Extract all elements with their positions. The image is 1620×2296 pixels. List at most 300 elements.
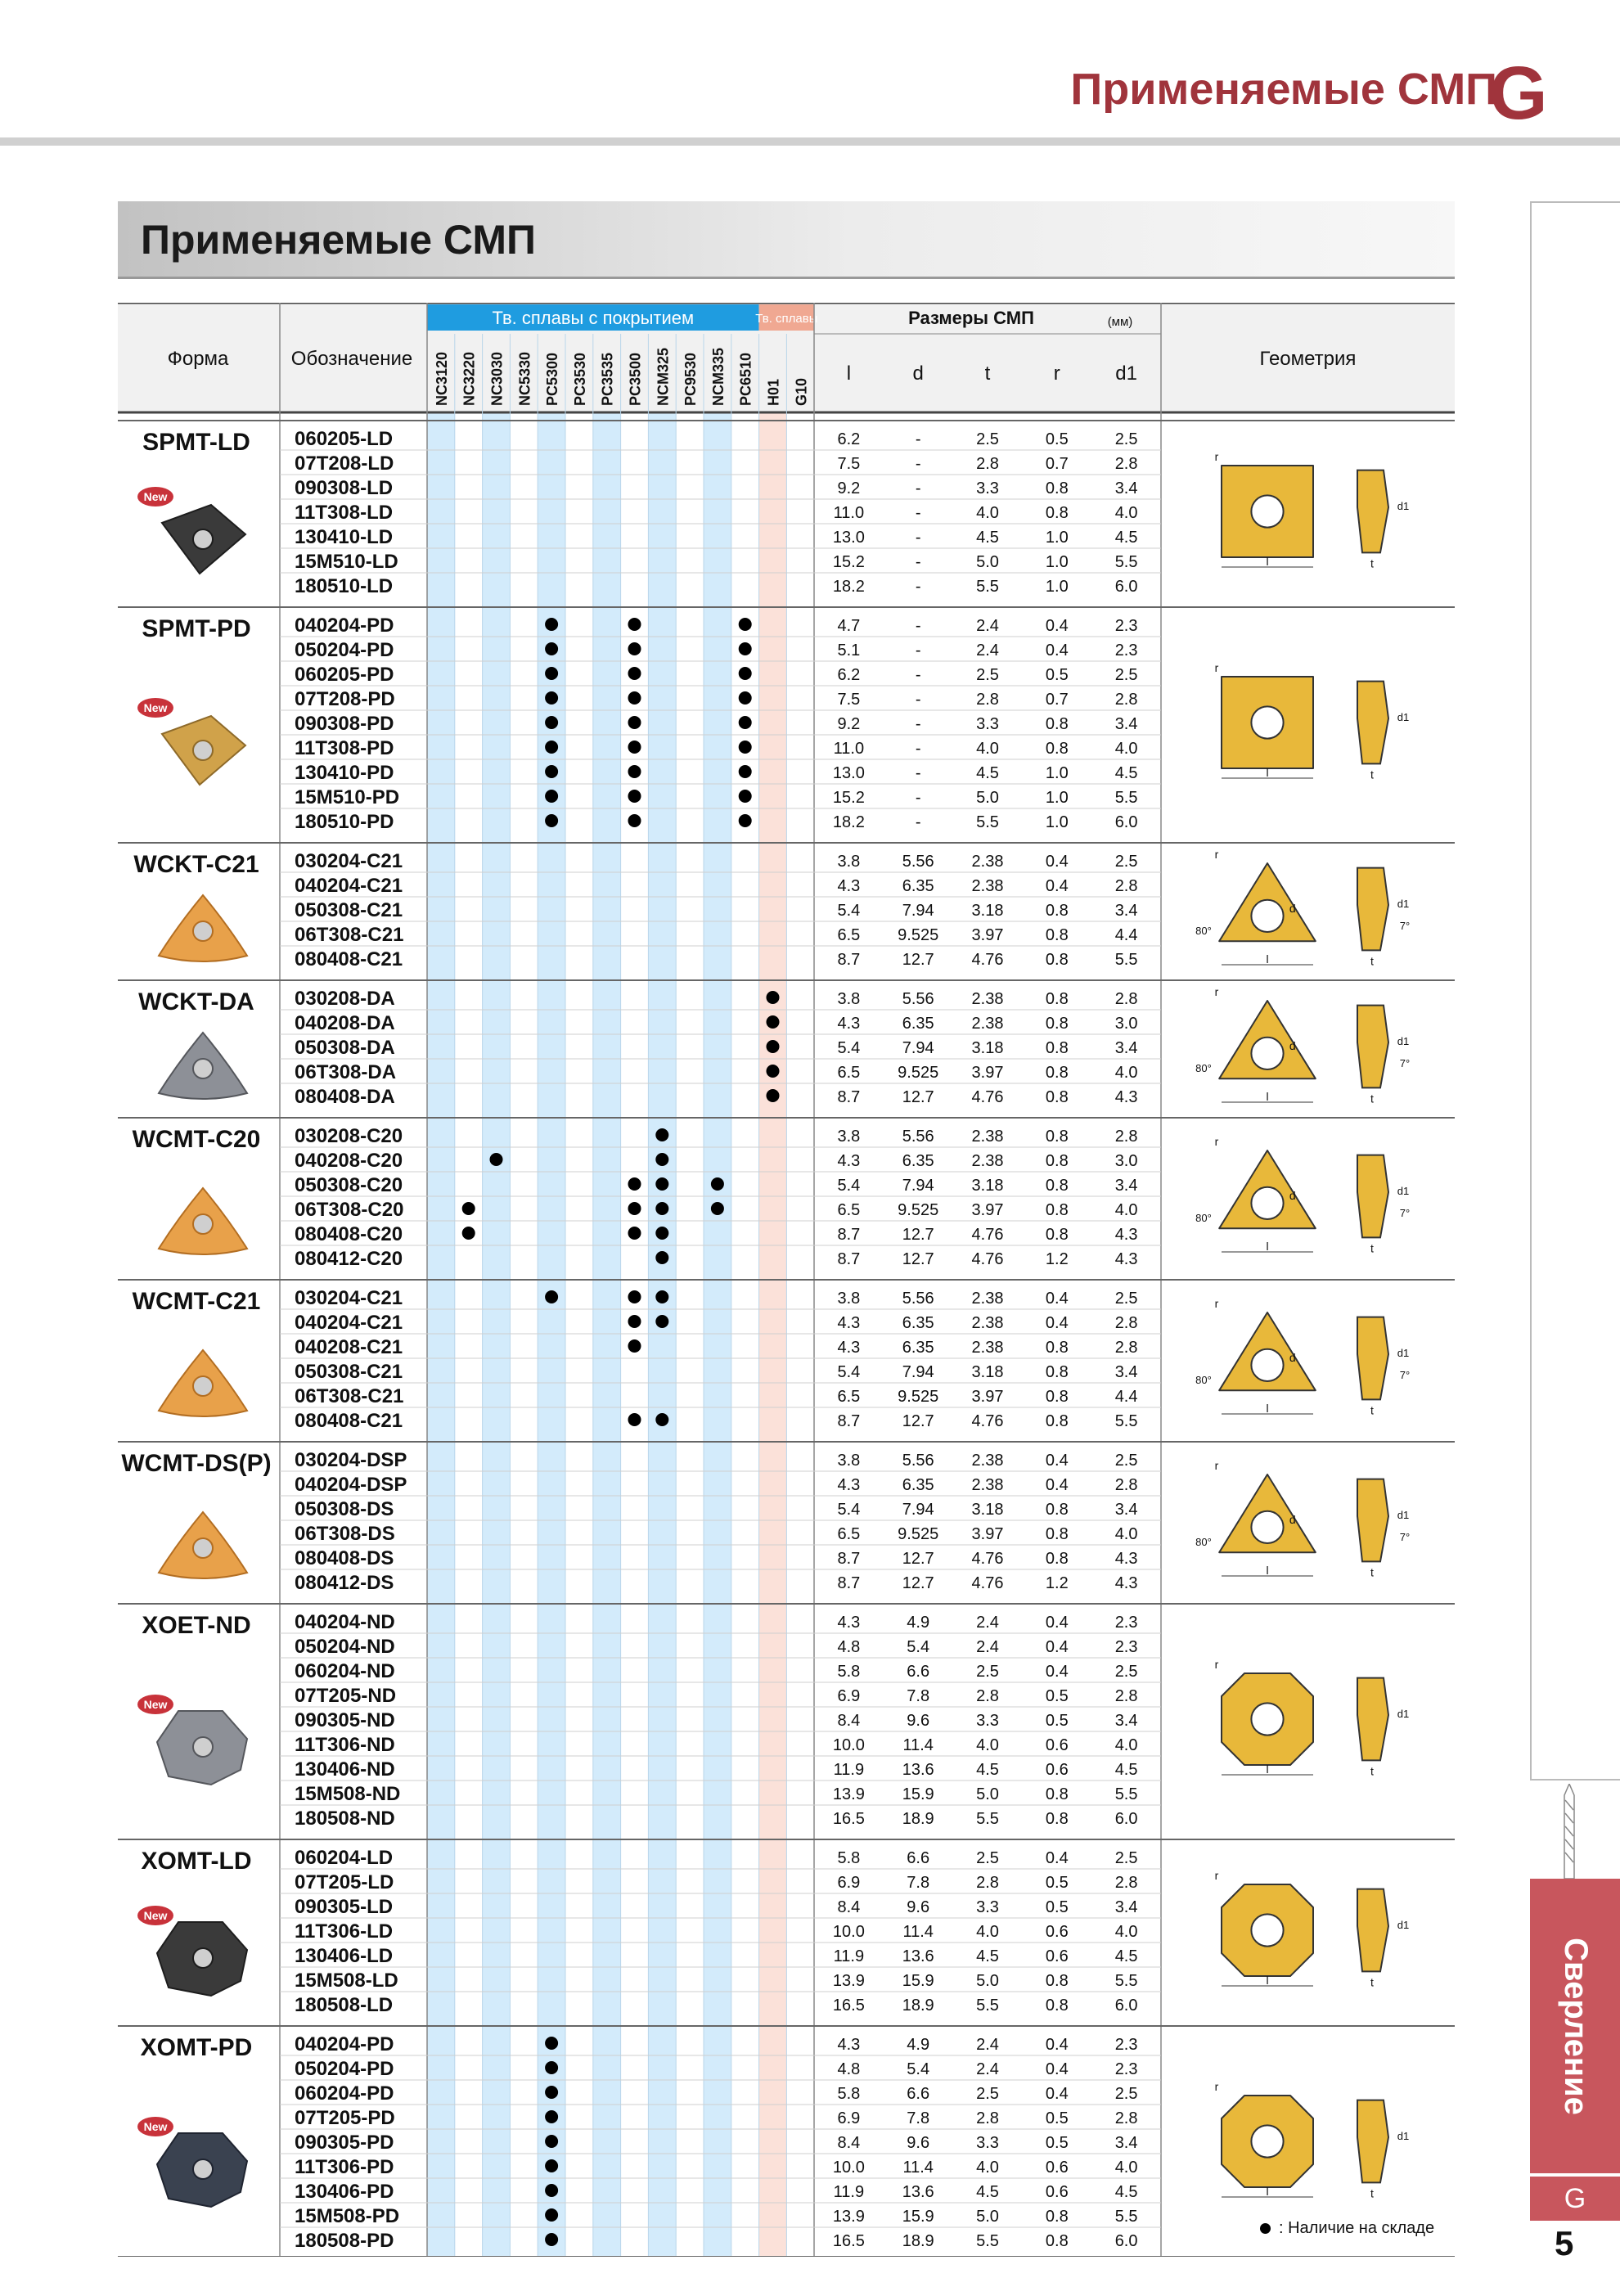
dim-value-d: 7.94 <box>902 1039 934 1057</box>
dim-value-d1: 3.4 <box>1114 715 1138 733</box>
dim-value-d: - <box>915 691 921 709</box>
dim-label-angle7: 7° <box>1399 1207 1411 1220</box>
dim-value-l: 7.5 <box>837 455 861 473</box>
geometry-hole <box>1251 495 1283 527</box>
dim-header-t: t <box>984 362 991 385</box>
dim-value-t: 4.0 <box>976 740 999 758</box>
dim-value-d1: 2.5 <box>1114 853 1138 871</box>
dim-value-r: 0.8 <box>1045 1550 1069 1568</box>
grade-header-pc9530: PC9530 <box>682 352 700 406</box>
insert-code: 130410-PD <box>295 762 394 784</box>
dim-value-d1: 6.0 <box>1114 813 1138 831</box>
insert-hole <box>193 921 213 941</box>
insert-code: 090308-PD <box>295 713 394 735</box>
grade-column-stripe <box>483 412 511 2257</box>
stock-dot-icon <box>628 1290 641 1303</box>
insert-code: 060204-PD <box>295 2082 394 2105</box>
dim-label-angle80: 80° <box>1195 1061 1212 1074</box>
stock-dot-icon <box>628 1177 641 1191</box>
dim-label-l: l <box>1266 1974 1269 1987</box>
stock-dot-icon <box>628 1227 641 1240</box>
dim-value-t: 4.0 <box>976 2159 999 2177</box>
dim-value-r: 0.8 <box>1045 1412 1069 1430</box>
dim-value-r: 0.8 <box>1045 1039 1069 1057</box>
insert-code: 090308-LD <box>295 477 394 499</box>
insert-type-label: XOMT-LD <box>141 1848 252 1875</box>
dim-value-t: 3.3 <box>976 479 999 497</box>
dim-value-l: 8.7 <box>837 1574 861 1592</box>
dim-value-t: 3.3 <box>976 715 999 733</box>
insert-photo-icon <box>137 487 245 574</box>
dim-value-d1: 2.8 <box>1114 877 1138 895</box>
grade-header-ncm325: NCM325 <box>655 347 672 406</box>
insert-code: 180508-LD <box>295 1994 394 2016</box>
dim-label-d1: d1 <box>1397 1035 1410 1047</box>
dim-label-d: d <box>1289 1189 1296 1202</box>
dim-value-d: 5.56 <box>902 853 934 871</box>
dim-header-r: r <box>1053 362 1060 385</box>
insert-code: 040204-C21 <box>295 1312 403 1334</box>
dim-value-t: 2.5 <box>976 1663 999 1681</box>
stock-dot-icon <box>545 741 558 754</box>
dim-value-r: 0.4 <box>1045 1452 1069 1470</box>
dim-value-d1: 2.8 <box>1114 455 1138 473</box>
insert-hole <box>193 1948 213 1968</box>
dim-value-t: 3.3 <box>976 2134 999 2152</box>
table-svg <box>118 303 1455 2257</box>
dim-value-d1: 3.0 <box>1114 1152 1138 1170</box>
dim-value-l: 13.0 <box>832 764 865 782</box>
dim-value-l: 5.4 <box>837 902 861 920</box>
coated-group-header: Тв. сплавы с покрытием <box>492 308 695 328</box>
dim-value-l: 6.2 <box>837 666 861 684</box>
insert-code: 11T306-LD <box>295 1920 394 1943</box>
dim-label-r: r <box>1214 1459 1219 1472</box>
dim-value-d1: 2.5 <box>1114 1290 1138 1308</box>
dim-value-d: 5.56 <box>902 1290 934 1308</box>
insert-photo-icon <box>137 1695 247 1785</box>
geometry-side-view <box>1357 470 1388 553</box>
dim-value-d1: 4.3 <box>1114 1088 1138 1106</box>
insert-code: 090305-PD <box>295 2132 394 2154</box>
dim-value-d: 6.35 <box>902 1476 934 1494</box>
dim-value-l: 5.8 <box>837 1663 861 1681</box>
dim-value-d: 15.9 <box>902 2208 934 2226</box>
insert-code: 07T205-PD <box>295 2107 395 2129</box>
stock-dot-icon <box>655 1413 668 1426</box>
dim-value-t: 2.4 <box>976 2036 999 2054</box>
dim-label-d: d <box>1289 1039 1296 1052</box>
dim-value-d1: 2.8 <box>1114 1687 1138 1705</box>
dim-value-d: - <box>915 666 921 684</box>
dims-unit-label: (мм) <box>1107 315 1133 329</box>
stock-dot-icon <box>545 691 558 705</box>
insert-code: 130406-ND <box>295 1758 395 1781</box>
geometry-drawing-icon <box>1215 1658 1410 1777</box>
insert-code: 030204-C21 <box>295 850 403 872</box>
dim-value-t: 2.38 <box>971 1476 1004 1494</box>
dim-value-d1: 5.5 <box>1114 1785 1138 1803</box>
dim-value-d1: 4.5 <box>1114 1761 1138 1779</box>
dim-value-d: 7.94 <box>902 902 934 920</box>
dim-value-l: 8.7 <box>837 1226 861 1244</box>
dim-value-d1: 5.5 <box>1114 951 1138 969</box>
dim-label-r: r <box>1214 661 1219 674</box>
stock-dot-icon <box>628 1202 641 1215</box>
dim-value-l: 18.2 <box>832 813 865 831</box>
dim-value-l: 10.0 <box>832 1923 865 1941</box>
dim-value-d: - <box>915 455 921 473</box>
dim-value-r: 0.4 <box>1045 2060 1069 2078</box>
insert-type-label: WCMT-C21 <box>132 1288 261 1315</box>
dim-value-t: 2.8 <box>976 691 999 709</box>
dim-value-t: 2.8 <box>976 1687 999 1705</box>
dim-value-d1: 3.4 <box>1114 1363 1138 1381</box>
dim-label-l: l <box>1266 555 1269 568</box>
dim-value-d: - <box>915 504 921 522</box>
dim-label-t: t <box>1370 954 1374 968</box>
dim-value-t: 4.76 <box>971 951 1004 969</box>
dim-value-l: 6.5 <box>837 1388 861 1406</box>
insert-code: 180510-LD <box>295 575 394 597</box>
dim-value-r: 0.5 <box>1045 666 1069 684</box>
insert-code: 06T308-C20 <box>295 1199 404 1221</box>
stock-dot-icon <box>628 716 641 729</box>
dim-label-d1: d1 <box>1397 2130 1410 2142</box>
dim-value-r: 0.8 <box>1045 1339 1069 1357</box>
insert-code: 090305-LD <box>295 1896 394 1918</box>
insert-code: 090305-ND <box>295 1709 395 1731</box>
dim-value-d1: 4.0 <box>1114 1201 1138 1219</box>
new-badge-text: New <box>143 1698 168 1711</box>
insert-code: 030208-C20 <box>295 1125 403 1147</box>
stock-dot-icon <box>628 1315 641 1328</box>
dim-value-d: 15.9 <box>902 1972 934 1990</box>
geometry-hole <box>1251 1349 1283 1381</box>
dim-label-angle7: 7° <box>1399 1057 1411 1070</box>
dim-value-d1: 2.8 <box>1114 2109 1138 2127</box>
dim-value-d: 18.9 <box>902 2232 934 2250</box>
dim-value-t: 2.8 <box>976 2109 999 2127</box>
stock-dot-icon <box>655 1227 668 1240</box>
dim-value-l: 8.7 <box>837 1550 861 1568</box>
grade-header-pc3530: PC3530 <box>571 352 588 406</box>
dim-value-r: 0.8 <box>1045 504 1069 522</box>
dim-value-r: 0.6 <box>1045 2159 1069 2177</box>
dim-value-d1: 2.5 <box>1114 2085 1138 2103</box>
dim-value-r: 1.0 <box>1045 764 1069 782</box>
dim-value-t: 5.0 <box>976 1785 999 1803</box>
insert-type-label: WCKT-C21 <box>133 851 259 878</box>
dim-value-l: 11.9 <box>833 1761 865 1779</box>
dim-value-d1: 2.5 <box>1114 666 1138 684</box>
dim-value-t: 3.97 <box>971 1388 1004 1406</box>
dim-value-d: 4.9 <box>907 2036 930 2054</box>
insert-code: 180508-PD <box>295 2230 394 2252</box>
dim-value-t: 5.0 <box>976 2208 999 2226</box>
dim-value-d: 9.525 <box>898 1388 939 1406</box>
insert-code: 060205-LD <box>295 428 394 450</box>
dim-value-t: 2.4 <box>976 642 999 660</box>
geometry-drawing-icon <box>1195 848 1410 967</box>
dim-value-t: 3.97 <box>971 926 1004 944</box>
insert-code: 050308-DS <box>295 1498 394 1520</box>
dims-group-header: Размеры СМП <box>908 308 1034 328</box>
column-header-code: Обозначение <box>290 348 413 370</box>
dim-value-d: 4.9 <box>907 1614 930 1632</box>
dim-value-d: 12.7 <box>902 951 934 969</box>
dim-label-d1: d1 <box>1397 898 1410 910</box>
dim-value-l: 10.0 <box>832 1736 865 1754</box>
dim-value-r: 1.0 <box>1045 789 1069 807</box>
insert-photo-icon <box>137 698 245 785</box>
dim-value-l: 4.3 <box>837 1614 861 1632</box>
insert-code: 07T205-LD <box>295 1871 394 1893</box>
insert-hole <box>193 529 213 549</box>
dim-value-d: - <box>915 617 921 635</box>
dim-label-angle80: 80° <box>1195 1211 1212 1224</box>
insert-code: 050308-C21 <box>295 899 403 921</box>
dim-value-r: 0.8 <box>1045 1064 1069 1082</box>
dim-value-t: 5.5 <box>976 2232 999 2250</box>
stock-dot-icon <box>545 2037 558 2050</box>
dim-value-d: 7.8 <box>907 1687 930 1705</box>
dim-value-d1: 5.5 <box>1114 1972 1138 1990</box>
stock-dot-icon <box>739 716 752 729</box>
dim-label-t: t <box>1370 2186 1374 2200</box>
insert-code: 030204-C21 <box>295 1287 403 1309</box>
dim-value-t: 5.5 <box>976 813 999 831</box>
insert-code: 030204-DSP <box>295 1449 407 1471</box>
dim-value-t: 4.76 <box>971 1574 1004 1592</box>
insert-code: 06T308-C21 <box>295 924 404 946</box>
side-tab[interactable] <box>1530 1879 1620 2173</box>
insert-hole <box>193 1214 213 1234</box>
stock-dot-icon <box>739 618 752 631</box>
dim-value-t: 3.18 <box>971 1363 1004 1381</box>
dim-value-d: 11.4 <box>902 2159 934 2177</box>
grade-column-stripe <box>593 412 621 2257</box>
dim-value-d1: 4.5 <box>1114 764 1138 782</box>
column-header-form: Форма <box>167 348 229 370</box>
dim-value-d1: 4.0 <box>1114 1064 1138 1082</box>
stock-dot-icon <box>628 765 641 778</box>
geometry-drawing-icon <box>1215 2080 1410 2199</box>
stock-dot-icon <box>655 1290 668 1303</box>
dim-value-d: - <box>915 740 921 758</box>
dim-value-l: 7.5 <box>837 691 861 709</box>
dim-label-t: t <box>1370 1241 1374 1255</box>
dim-value-r: 0.4 <box>1045 1476 1069 1494</box>
dim-value-d: 5.4 <box>907 1638 930 1656</box>
grade-column-stripe <box>427 412 455 2257</box>
insert-photo-icon <box>159 1512 247 1578</box>
dim-value-d: 6.35 <box>902 1314 934 1332</box>
dim-value-t: 3.97 <box>971 1525 1004 1543</box>
dim-value-d: - <box>915 479 921 497</box>
dim-label-r: r <box>1214 2080 1219 2093</box>
geometry-side-view <box>1357 1155 1388 1238</box>
stock-dot-icon <box>655 1202 668 1215</box>
dim-value-l: 4.3 <box>837 1152 861 1170</box>
dim-value-d: 12.7 <box>902 1412 934 1430</box>
new-badge-text: New <box>143 701 168 714</box>
page-header-title: Применяемые СМП <box>1070 65 1497 114</box>
dim-value-t: 3.18 <box>971 902 1004 920</box>
insert-code: 130410-LD <box>295 526 394 548</box>
stock-dot-icon <box>655 1128 668 1141</box>
dim-value-l: 5.8 <box>837 2085 861 2103</box>
dim-value-t: 2.38 <box>971 1452 1004 1470</box>
dim-value-d1: 6.0 <box>1114 2232 1138 2250</box>
stock-dot-icon <box>711 1202 724 1215</box>
stock-dot-icon <box>739 642 752 655</box>
dim-value-r: 0.4 <box>1045 1614 1069 1632</box>
dim-value-l: 6.5 <box>837 1525 861 1543</box>
dim-value-r: 0.8 <box>1045 990 1069 1008</box>
geometry-drawing-icon <box>1215 1869 1410 1988</box>
insert-type-label: WCMT-C20 <box>132 1126 261 1153</box>
uncoated-group-header: Тв. сплавы <box>755 312 818 326</box>
dim-value-t: 2.5 <box>976 666 999 684</box>
dim-value-d: 11.4 <box>902 1736 934 1754</box>
dim-value-t: 4.5 <box>976 2183 999 2201</box>
dim-value-l: 5.8 <box>837 1849 861 1867</box>
dim-label-angle7: 7° <box>1399 1369 1411 1382</box>
dim-value-d1: 2.3 <box>1114 1614 1138 1632</box>
insert-code: 040208-DA <box>295 1012 395 1034</box>
dim-label-l: l <box>1266 1763 1269 1776</box>
dim-value-r: 0.8 <box>1045 479 1069 497</box>
dim-value-d1: 4.3 <box>1114 1226 1138 1244</box>
stock-dot-icon <box>739 691 752 705</box>
dim-value-t: 5.0 <box>976 553 999 571</box>
new-badge-text: New <box>143 490 168 503</box>
dim-value-d1: 3.4 <box>1114 902 1138 920</box>
side-tab-frame <box>1530 201 1620 1781</box>
insert-code: 040204-ND <box>295 1611 395 1633</box>
insert-code: 080408-C21 <box>295 948 403 970</box>
geometry-drawing-icon <box>1195 1135 1410 1254</box>
dim-value-t: 3.18 <box>971 1501 1004 1519</box>
stock-dot-icon <box>655 1153 668 1166</box>
dim-value-l: 8.7 <box>837 951 861 969</box>
insert-code: 11T308-LD <box>295 502 394 524</box>
dim-value-r: 1.2 <box>1045 1574 1069 1592</box>
dim-value-d1: 6.0 <box>1114 578 1138 596</box>
dim-label-l: l <box>1266 1090 1269 1103</box>
dim-value-t: 2.38 <box>971 1015 1004 1033</box>
dim-label-d1: d1 <box>1397 1708 1410 1720</box>
dim-value-r: 0.8 <box>1045 1525 1069 1543</box>
grade-column-stripe <box>538 412 565 2257</box>
grade-column-stripe <box>759 412 787 2257</box>
dim-value-d: 12.7 <box>902 1088 934 1106</box>
stock-dot-icon <box>1260 2223 1271 2234</box>
insert-code: 15M508-LD <box>295 1970 398 1992</box>
stock-dot-icon <box>545 716 558 729</box>
dim-label-angle7: 7° <box>1399 1531 1411 1544</box>
dim-value-t: 4.76 <box>971 1088 1004 1106</box>
dim-value-l: 4.3 <box>837 2036 861 2054</box>
dim-value-l: 4.3 <box>837 877 861 895</box>
dim-value-d: 12.7 <box>902 1226 934 1244</box>
insert-photo-icon <box>159 1033 247 1099</box>
dim-value-d1: 3.4 <box>1114 1501 1138 1519</box>
dim-value-r: 0.5 <box>1045 2134 1069 2152</box>
dim-label-t: t <box>1370 1403 1374 1417</box>
stock-dot-icon <box>767 1089 780 1102</box>
insert-code: 07T208-LD <box>295 452 394 475</box>
dim-value-l: 8.7 <box>837 1250 861 1268</box>
dim-value-r: 0.6 <box>1045 2183 1069 2201</box>
dim-value-d: 6.35 <box>902 1152 934 1170</box>
dim-value-t: 3.97 <box>971 1064 1004 1082</box>
stock-dot-icon <box>545 2208 558 2222</box>
stock-dot-icon <box>628 667 641 680</box>
dim-value-d: 6.35 <box>902 877 934 895</box>
dim-label-d: d <box>1289 1513 1296 1526</box>
dim-label-d1: d1 <box>1397 1919 1410 1931</box>
dim-value-d1: 5.5 <box>1114 789 1138 807</box>
insert-code: 040208-C21 <box>295 1336 403 1358</box>
dim-value-l: 8.4 <box>837 1898 861 1916</box>
dim-value-d1: 4.3 <box>1114 1250 1138 1268</box>
dim-value-r: 0.8 <box>1045 1388 1069 1406</box>
geometry-hole <box>1251 1703 1283 1735</box>
grade-header-ncm335: NCM335 <box>709 347 727 406</box>
geometry-hole <box>1251 1914 1283 1946</box>
dim-value-r: 0.8 <box>1045 1501 1069 1519</box>
geometry-drawing-icon <box>1215 450 1410 569</box>
insert-code: 07T205-ND <box>295 1685 397 1707</box>
stock-dot-icon <box>767 1065 780 1078</box>
dim-value-l: 5.4 <box>837 1501 861 1519</box>
dim-value-d: - <box>915 642 921 660</box>
dim-value-l: 6.5 <box>837 926 861 944</box>
dim-value-d1: 4.0 <box>1114 1736 1138 1754</box>
dim-value-r: 0.8 <box>1045 1201 1069 1219</box>
dim-value-r: 0.6 <box>1045 1923 1069 1941</box>
dim-value-l: 8.4 <box>837 1712 861 1730</box>
dim-value-l: 5.4 <box>837 1363 861 1381</box>
dim-value-d1: 2.3 <box>1114 642 1138 660</box>
dim-value-t: 4.76 <box>971 1250 1004 1268</box>
dim-value-r: 0.5 <box>1045 2109 1069 2127</box>
geometry-hole <box>1251 1511 1283 1543</box>
insert-code: 030208-DA <box>295 988 395 1010</box>
dim-value-d1: 2.3 <box>1114 1638 1138 1656</box>
dim-label-t: t <box>1370 768 1374 781</box>
dim-value-d1: 3.4 <box>1114 1712 1138 1730</box>
dim-value-d1: 2.8 <box>1114 1314 1138 1332</box>
dim-label-r: r <box>1214 1135 1219 1148</box>
dim-value-t: 2.5 <box>976 1849 999 1867</box>
insert-code: 050308-C20 <box>295 1174 403 1196</box>
dim-value-l: 11.0 <box>833 740 865 758</box>
dim-value-r: 0.8 <box>1045 2208 1069 2226</box>
dim-value-r: 0.7 <box>1045 455 1069 473</box>
dim-value-r: 0.8 <box>1045 1972 1069 1990</box>
stock-dot-icon <box>462 1202 475 1215</box>
dim-value-r: 0.4 <box>1045 1849 1069 1867</box>
insert-type-label: XOMT-PD <box>140 2034 253 2061</box>
dim-value-d: 13.6 <box>902 1761 934 1779</box>
dim-value-d: 13.6 <box>902 1947 934 1965</box>
stock-dot-icon <box>628 691 641 705</box>
dim-value-d: 6.35 <box>902 1339 934 1357</box>
dim-value-l: 11.9 <box>833 2183 865 2201</box>
